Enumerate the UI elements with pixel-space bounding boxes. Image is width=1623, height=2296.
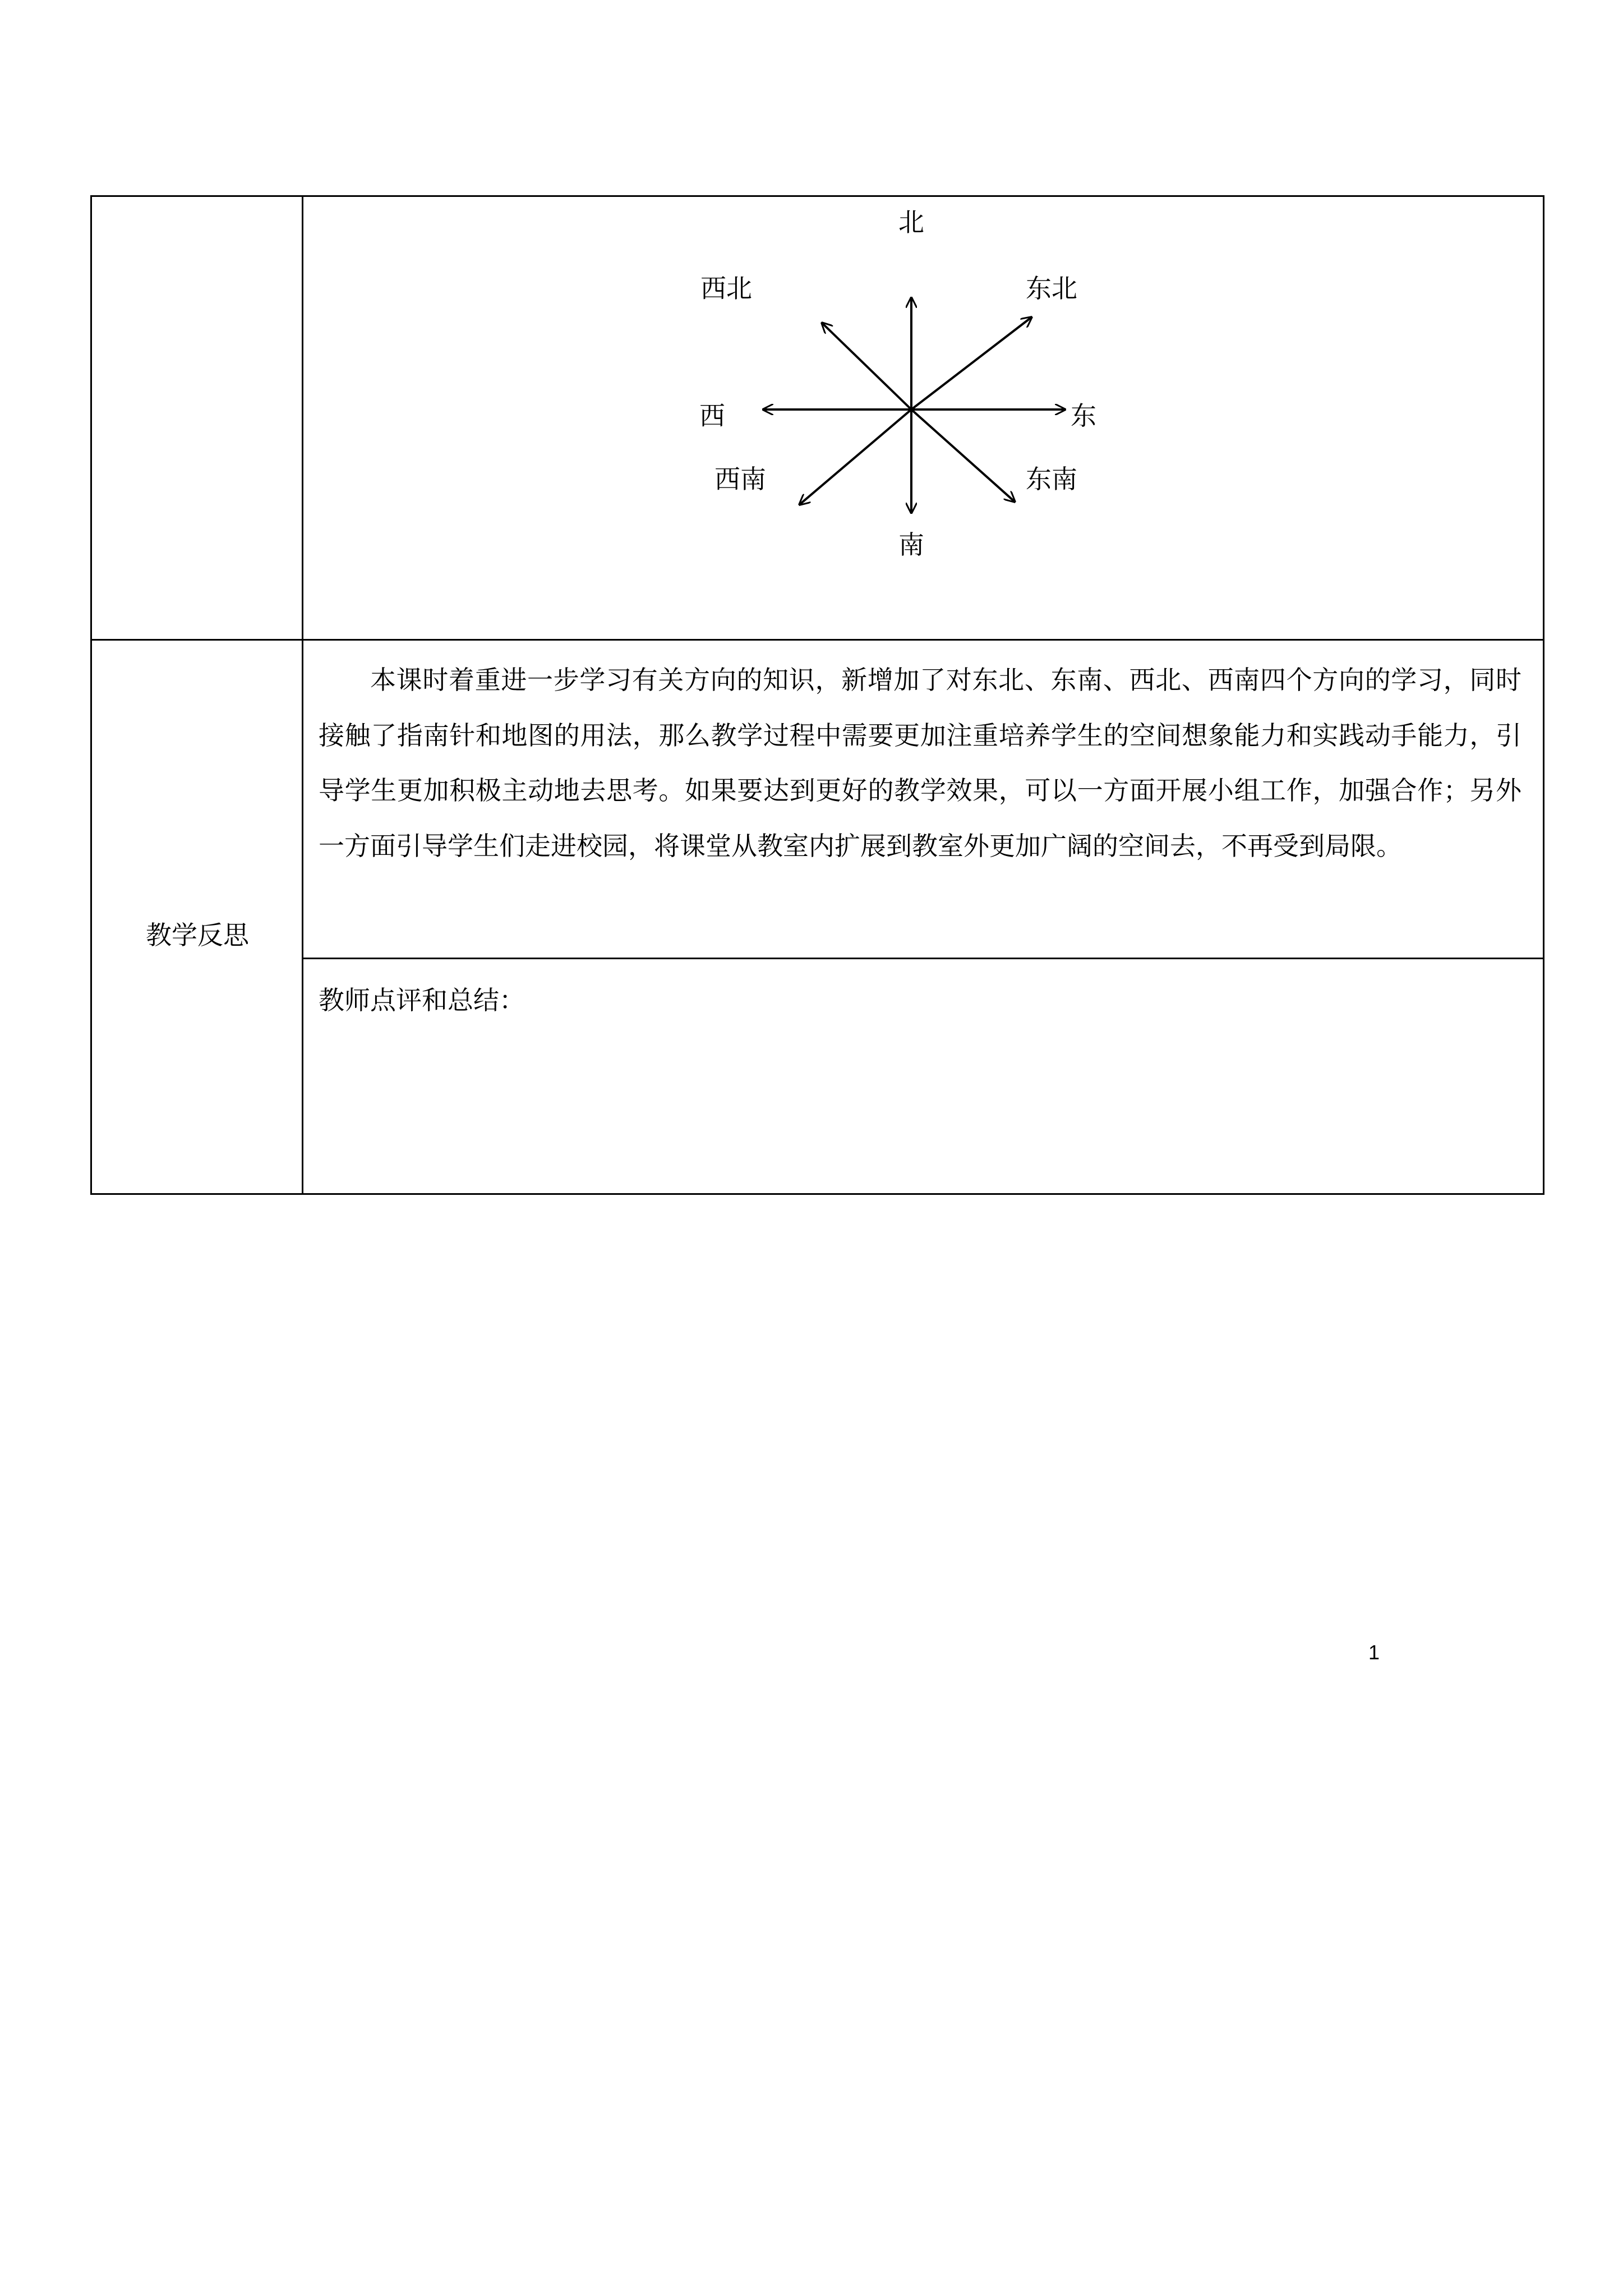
- table-right-border: [1543, 195, 1544, 1195]
- label-northeast: 东北: [1026, 273, 1077, 303]
- label-north: 北: [898, 207, 924, 237]
- label-west: 西: [699, 401, 725, 431]
- northwest-arrow: [822, 323, 911, 409]
- southeast-arrow: [911, 409, 1015, 502]
- label-south: 南: [898, 530, 924, 560]
- table-left-border: [90, 195, 92, 1195]
- southwest-arrow: [799, 409, 911, 505]
- table-column-divider: [302, 195, 303, 1195]
- teacher-comment-heading: 教师点评和总结：: [319, 985, 525, 1015]
- table-bottom-border: [90, 1193, 1544, 1195]
- table-subrow-divider: [303, 958, 1544, 959]
- teaching-reflection-label: 教学反思: [146, 920, 249, 950]
- label-northwest: 西北: [700, 273, 752, 303]
- label-southwest: 西南: [714, 464, 766, 494]
- reflection-paragraph: 本课时着重进一步学习有关方向的知识，新增加了对东北、东南、西北、西南四个方向的学习，同时接触了指南针和地图的用法，那么教学过程中需要更加注重培养学生的空间想象能力和实践动手能力，引导学生更加积极主动地去思考。如果要达到更好的教学效果，可以一方面开展小组工作，加强合作；另外一方面引导学生们走进校园，将课堂从教室内扩展到教室外更加广阔的空间去，不再受到局限。: [319, 665, 1521, 861]
- northeast-arrow: [911, 317, 1032, 409]
- label-east: 东: [1071, 401, 1096, 431]
- compass-diagram: [662, 202, 1144, 572]
- label-southeast: 东南: [1026, 464, 1077, 494]
- table-top-border: [90, 195, 1544, 197]
- page-number: 1: [1368, 1641, 1380, 1664]
- table-row-divider: [90, 639, 1544, 641]
